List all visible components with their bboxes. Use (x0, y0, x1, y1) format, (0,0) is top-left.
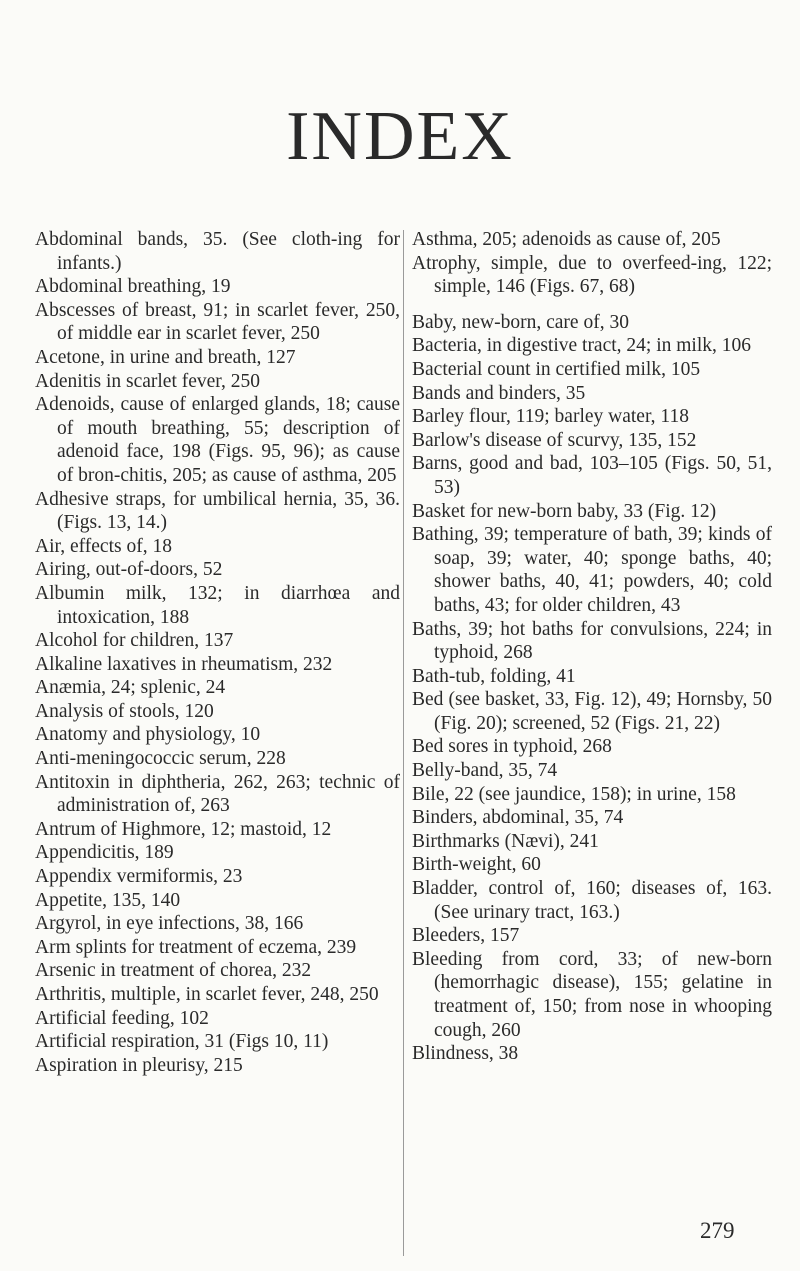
index-entry: Appendix vermiformis, 23 (35, 866, 243, 888)
index-entry: Alcohol for children, 137 (35, 630, 234, 652)
index-column-right (412, 228, 772, 1066)
index-entry: Belly-band, 35, 74 (412, 760, 558, 782)
index-entry: Asthma, 205; adenoids as cause of, 205 (412, 229, 721, 250)
index-entry: Albumin milk, 132; in diarrhœa and intoxication, 188 (35, 582, 400, 628)
index-entry: Arthritis, multiple, in scarlet fever, 248, 250 (35, 984, 379, 1005)
index-entry: Appendicitis, 189 (35, 842, 174, 864)
index-entry: Bath-tub, folding, 41 (412, 665, 576, 687)
index-entry: Artificial respiration, 31 (Figs 10, 11) (35, 1031, 329, 1053)
index-entry: Abdominal breathing, 19 (35, 276, 231, 298)
index-entry: Basket for new-born baby, 33 (Fig. 12) (412, 500, 717, 522)
index-entry: Arm splints for treatment of eczema, 239 (35, 936, 357, 958)
index-entry: Bleeders, 157 (412, 925, 520, 947)
index-entry: Baby, new-born, care of, 30 (412, 311, 629, 333)
index-entry: Binders, abdominal, 35, 74 (412, 807, 624, 829)
index-entry: Alkaline laxatives in rheumatism, 232 (35, 653, 333, 675)
index-entry: Atrophy, simple, due to overfeed-ing, 122; simple, 146 (Figs. 67, 68) (412, 252, 772, 298)
index-entry: Abdominal bands, 35. (See cloth-ing for infants.) (35, 229, 400, 274)
index-entry: Bands and binders, 35 (412, 382, 586, 404)
index-entry: Analysis of stools, 120 (35, 700, 214, 722)
index-entry: Antrum of Highmore, 12; mastoid, 12 (35, 818, 332, 840)
index-entry: Bacteria, in digestive tract, 24; in milk, 106 (412, 335, 752, 357)
index-entry: Air, effects of, 18 (35, 535, 172, 557)
index-entry: Anatomy and physiology, 10 (35, 724, 261, 746)
index-entry: Aspiration in pleurisy, 215 (35, 1054, 243, 1076)
index-entry: Arsenic in treatment of chorea, 232 (35, 960, 312, 982)
index-entry: Barlow's disease of scurvy, 135, 152 (412, 429, 697, 451)
index-entry: Anæmia, 24; splenic, 24 (35, 677, 226, 699)
index-entry: Artificial feeding, 102 (35, 1007, 209, 1029)
index-column-left (35, 228, 400, 1077)
column-divider (403, 230, 404, 1256)
index-entry: Bladder, control of, 160; diseases of, 163. (See urinary tract, 163.) (412, 878, 772, 923)
index-entry: Adhesive straps, for umbilical hernia, 35, 36. (Figs. 13, 14.) (35, 488, 400, 534)
index-entry: Bile, 22 (see jaundice, 158); in urine, 158 (412, 783, 736, 805)
index-entry: Appetite, 135, 140 (35, 889, 181, 911)
index-entry: Birth-weight, 60 (412, 854, 541, 876)
index-entry: Barley flour, 119; barley water, 118 (412, 406, 689, 428)
index-entry: Barns, good and bad, 103–105 (Figs. 50, 51, 53) (412, 453, 772, 498)
index-entry: Anti-meningococcic serum, 228 (35, 748, 286, 770)
index-entry: Baths, 39; hot baths for convulsions, 224; in typhoid, 268 (412, 618, 772, 664)
index-entry: Adenitis in scarlet fever, 250 (35, 370, 261, 392)
index-entry: Acetone, in urine and breath, 127 (35, 346, 296, 368)
page-number: 279 (700, 1218, 735, 1243)
index-entry: Antitoxin in diphtheria, 262, 263; technic of administration of, 263 (35, 771, 400, 817)
index-entry: Blindness, 38 (412, 1043, 519, 1065)
page-title: INDEX (286, 98, 514, 175)
index-entry: Airing, out-of-doors, 52 (35, 559, 223, 581)
index-entry: Abscesses of breast, 91; in scarlet fever, 250, of middle ear in scarlet fever, 250 (35, 299, 400, 345)
index-entry: Bleeding from cord, 33; of new-born (hemorrhagic disease), 155; gelatine in treatment of, 150; from nose in whooping cough, 260 (412, 948, 772, 1041)
index-entry: Bathing, 39; temperature of bath, 39; kinds of soap, 39; water, 40; sponge baths, 40; shower baths, 40, 41; powders, 40; cold baths, 43; for older children, 43 (412, 524, 772, 616)
index-entry: Argyrol, in eye infections, 38, 166 (35, 913, 304, 935)
index-entry: Bed sores in typhoid, 268 (412, 736, 612, 758)
index-entry: Bacterial count in certified milk, 105 (412, 358, 701, 380)
index-entry: Birthmarks (Nævi), 241 (412, 830, 599, 852)
index-entry: Bed (see basket, 33, Fig. 12), 49; Hornsby, 50 (Fig. 20); screened, 52 (Figs. 21, 22) (412, 689, 772, 734)
index-entry: Adenoids, cause of enlarged glands, 18; cause of mouth breathing, 55; description of adenoid face, 198 (Figs. 95, 96); as cause of bron-chitis, 205; as cause of asthma, 205 (35, 394, 400, 486)
